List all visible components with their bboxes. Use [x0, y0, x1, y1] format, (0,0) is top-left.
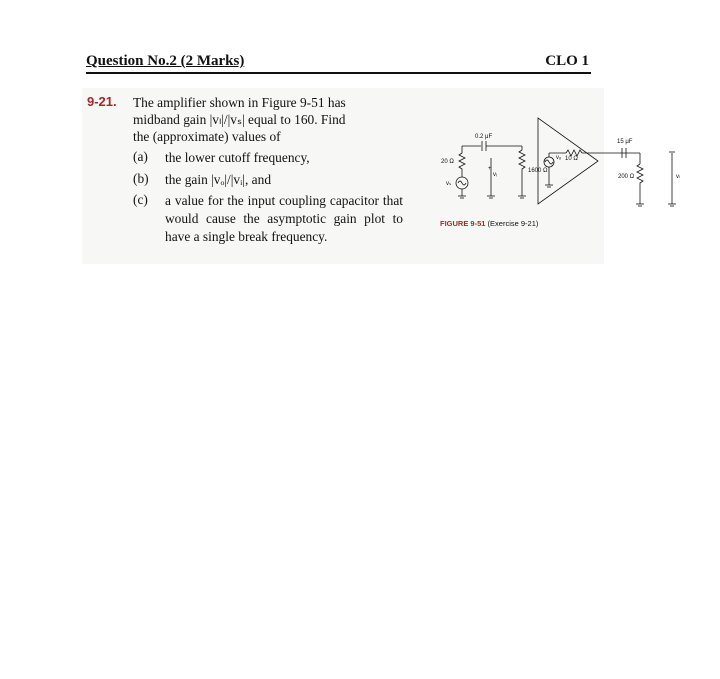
question-title: Question No.2 (2 Marks) — [86, 53, 245, 69]
input-voltage-label: vᵢ — [493, 172, 497, 178]
input-resistor-label: 1600 Ω — [528, 168, 548, 174]
clo-label: CLO 1 — [545, 53, 589, 69]
exercise-number: 9-21. — [87, 94, 117, 109]
load-voltage-label: vₗ — [676, 174, 680, 180]
load-resistor-label: 200 Ω — [618, 174, 635, 180]
part-a-label: (a) — [133, 149, 148, 164]
part-a-text: the lower cutoff frequency, — [165, 150, 310, 165]
intro-line: the (approximate) values of — [133, 129, 281, 144]
intro-line: midband gain |vₗ|/|vₛ| equal to 160. Find — [133, 112, 346, 127]
part-b-text: the gain |vₒ|/|vᵢ|, and — [165, 172, 272, 187]
part-c-label: (c) — [133, 192, 148, 207]
input-resistor — [519, 150, 525, 172]
part-b-label: (b) — [133, 171, 149, 186]
source-resistor-label: 20 Ω — [441, 159, 454, 165]
figure-caption — [440, 219, 538, 228]
output-voltage-label: vₒ — [556, 155, 562, 161]
figure-caption-label: FIGURE 9-51 — [440, 219, 486, 228]
output-capacitor-label: 15 μF — [617, 139, 633, 145]
figure-caption-text: (Exercise 9-21) — [487, 219, 539, 228]
input-voltage-plus: + — [488, 166, 492, 172]
output-resistor-label: 10 Ω — [565, 156, 578, 162]
load-resistor — [637, 164, 643, 186]
source-resistor — [459, 150, 465, 172]
part-c-text: a value for the input coupling capacitor that would cause the asymptotic gain plot to have a single break frequency. — [165, 193, 403, 244]
source-voltage-label: vₛ — [446, 181, 452, 187]
input-capacitor-label: 0.2 μF — [475, 134, 493, 140]
intro-line: The amplifier shown in Figure 9-51 has — [133, 95, 346, 110]
